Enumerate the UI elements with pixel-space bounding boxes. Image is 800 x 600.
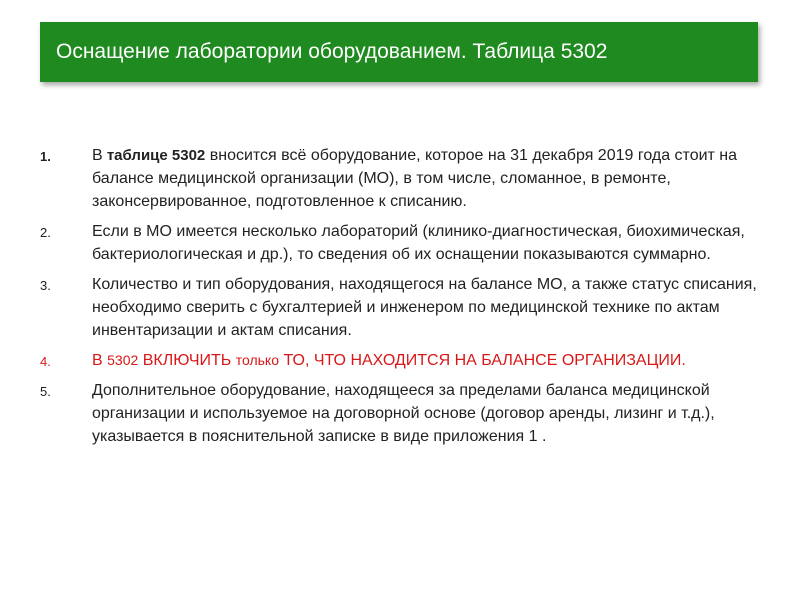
list-text-bold: таблице 5302 [102,147,206,164]
list-text-body: вносится всё оборудование, которое на 31 декабря 2019 года стоит на балансе медицинской организации (МО), в том числе, сломанное, в ремонте, законсервированное, подготовленное к списанию. [92,147,738,210]
list-item-3 [40,273,760,342]
list-text: Если в МО имеется несколько лабораторий (клинико-диагностическая, биохимическая, бактериологическая и др.), то сведения об их оснащении показываются суммарно. [92,223,745,263]
numbered-list [40,144,760,455]
list-text-part: 5302 [107,352,139,368]
list-number: 5. [40,384,51,399]
list-text-part: В [92,352,108,369]
list-item-4-highlight [40,349,760,372]
list-text [92,144,760,213]
title-bar [40,22,758,82]
list-number: 2. [40,225,51,240]
list-text: Дополнительное оборудование, находящееся за пределами баланса медицинской организации и используемое на договорной основе (договор аренды, лизинг и т.д.), указывается в пояснительной записке в виде приложения 1 . [92,382,715,445]
list-item-5 [40,379,760,448]
list-text-lead: В [92,147,103,164]
list-text-part: только [235,352,279,368]
list-number: 4. [40,354,51,369]
list-text [92,349,760,372]
list-number: 1. [40,149,51,164]
list-text: Количество и тип оборудования, находящегося на балансе МО, а также статус списания, необходимо сверить с бухгалтерией и инженером по медицинской технике по актам инвентаризации и актам списания. [92,276,757,339]
list-number: 3. [40,278,51,293]
list-item-1 [40,144,760,213]
list-text-part: ТО, ЧТО НАХОДИТСЯ НА БАЛАНСЕ ОРГАНИЗАЦИИ. [279,352,686,369]
slide-title: Оснащение лаборатории оборудованием. Таблица 5302 [56,40,608,63]
list-item-2 [40,220,760,266]
list-text-part: ВКЛЮЧИТЬ [138,352,236,369]
